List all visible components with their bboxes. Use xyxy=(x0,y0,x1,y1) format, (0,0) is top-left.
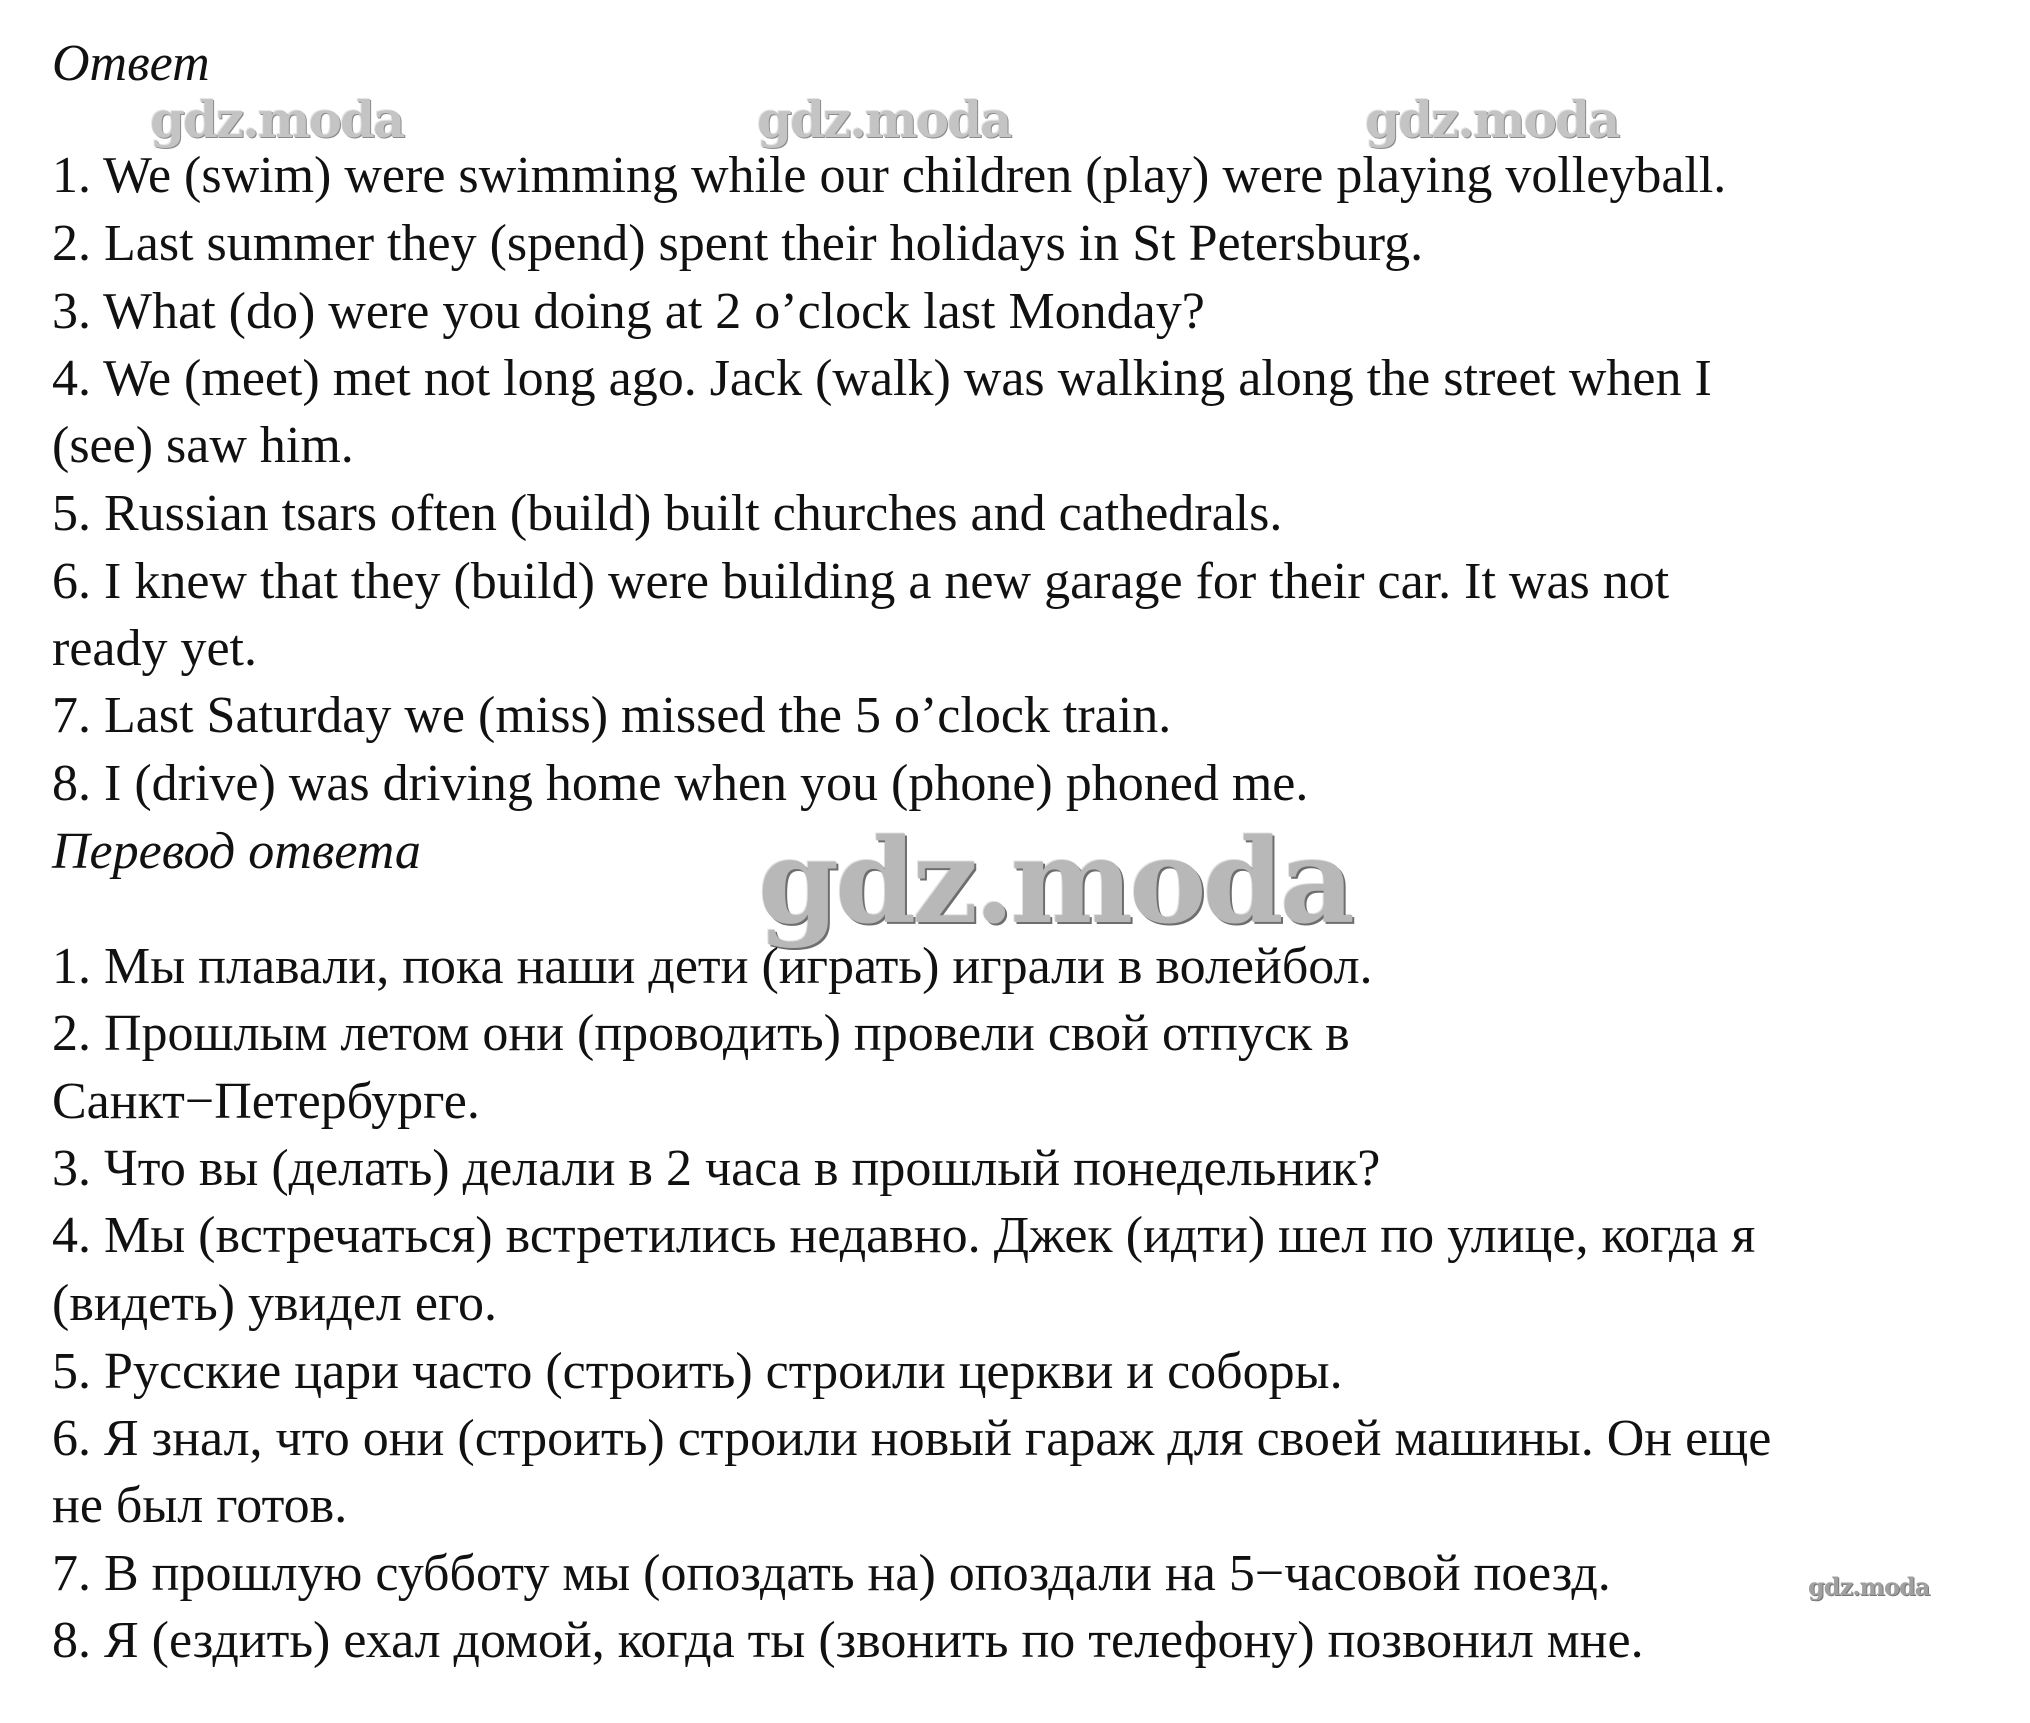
answer-line-5: 5. Russian tsars often (build) built churches and cathedrals. xyxy=(52,485,1283,542)
translation-line-6-cont: не был готов. xyxy=(52,1477,348,1534)
answer-line-4-cont: (see) saw him. xyxy=(52,417,354,474)
translation-line-5: 5. Русские цари часто (строить) строили церкви и соборы. xyxy=(52,1343,1343,1400)
watermark-middle: gdz.moda xyxy=(758,814,1351,950)
translation-line-8: 8. Я (ездить) ехал домой, когда ты (звонить по телефону) позвонил мне. xyxy=(52,1612,1644,1669)
translation-line-7: 7. В прошлую субботу мы (опоздать на) опоздали на 5−часовой поезд. xyxy=(52,1545,1611,1602)
answer-line-6: 6. I knew that they (build) were building a new garage for their car. It was not xyxy=(52,553,1670,610)
answer-line-4: 4. We (meet) met not long ago. Jack (walk) was walking along the street when I xyxy=(52,350,1712,407)
translation-line-4-cont: (видеть) увидел его. xyxy=(52,1275,497,1332)
translation-line-4: 4. Мы (встречаться) встретились недавно. Джек (идти) шел по улице, когда я xyxy=(52,1207,1756,1264)
answer-line-3: 3. What (do) were you doing at 2 o’clock last Monday? xyxy=(52,283,1205,340)
watermark-top-center: gdz.moda xyxy=(757,90,1011,149)
translation-line-6: 6. Я знал, что они (строить) строили новый гараж для своей машины. Он еще xyxy=(52,1410,1772,1467)
answer-line-6-cont: ready yet. xyxy=(52,620,258,677)
answer-line-8: 8. I (drive) was driving home when you (phone) phoned me. xyxy=(52,755,1309,812)
translation-line-1: 1. Мы плавали, пока наши дети (играть) играли в волейбол. xyxy=(52,938,1373,995)
translation-line-3: 3. Что вы (делать) делали в 2 часа в прошлый понедельник? xyxy=(52,1140,1381,1197)
watermark-inline: gdz.moda xyxy=(1808,1572,1930,1601)
watermark-top-left: gdz.moda xyxy=(150,90,404,149)
translation-heading: Перевод ответа xyxy=(52,823,421,880)
answer-line-2: 2. Last summer they (spend) spent their holidays in St Petersburg. xyxy=(52,215,1424,272)
translation-line-2-cont: Санкт−Петербурге. xyxy=(52,1073,480,1130)
watermark-top-right: gdz.moda xyxy=(1365,90,1619,149)
translation-line-2: 2. Прошлым летом они (проводить) провели свой отпуск в xyxy=(52,1005,1350,1062)
answer-heading: Ответ xyxy=(52,35,210,92)
answer-line-1: 1. We (swim) were swimming while our children (play) were playing volleyball. xyxy=(52,147,1727,204)
answer-line-7: 7. Last Saturday we (miss) missed the 5 o’clock train. xyxy=(52,687,1172,744)
